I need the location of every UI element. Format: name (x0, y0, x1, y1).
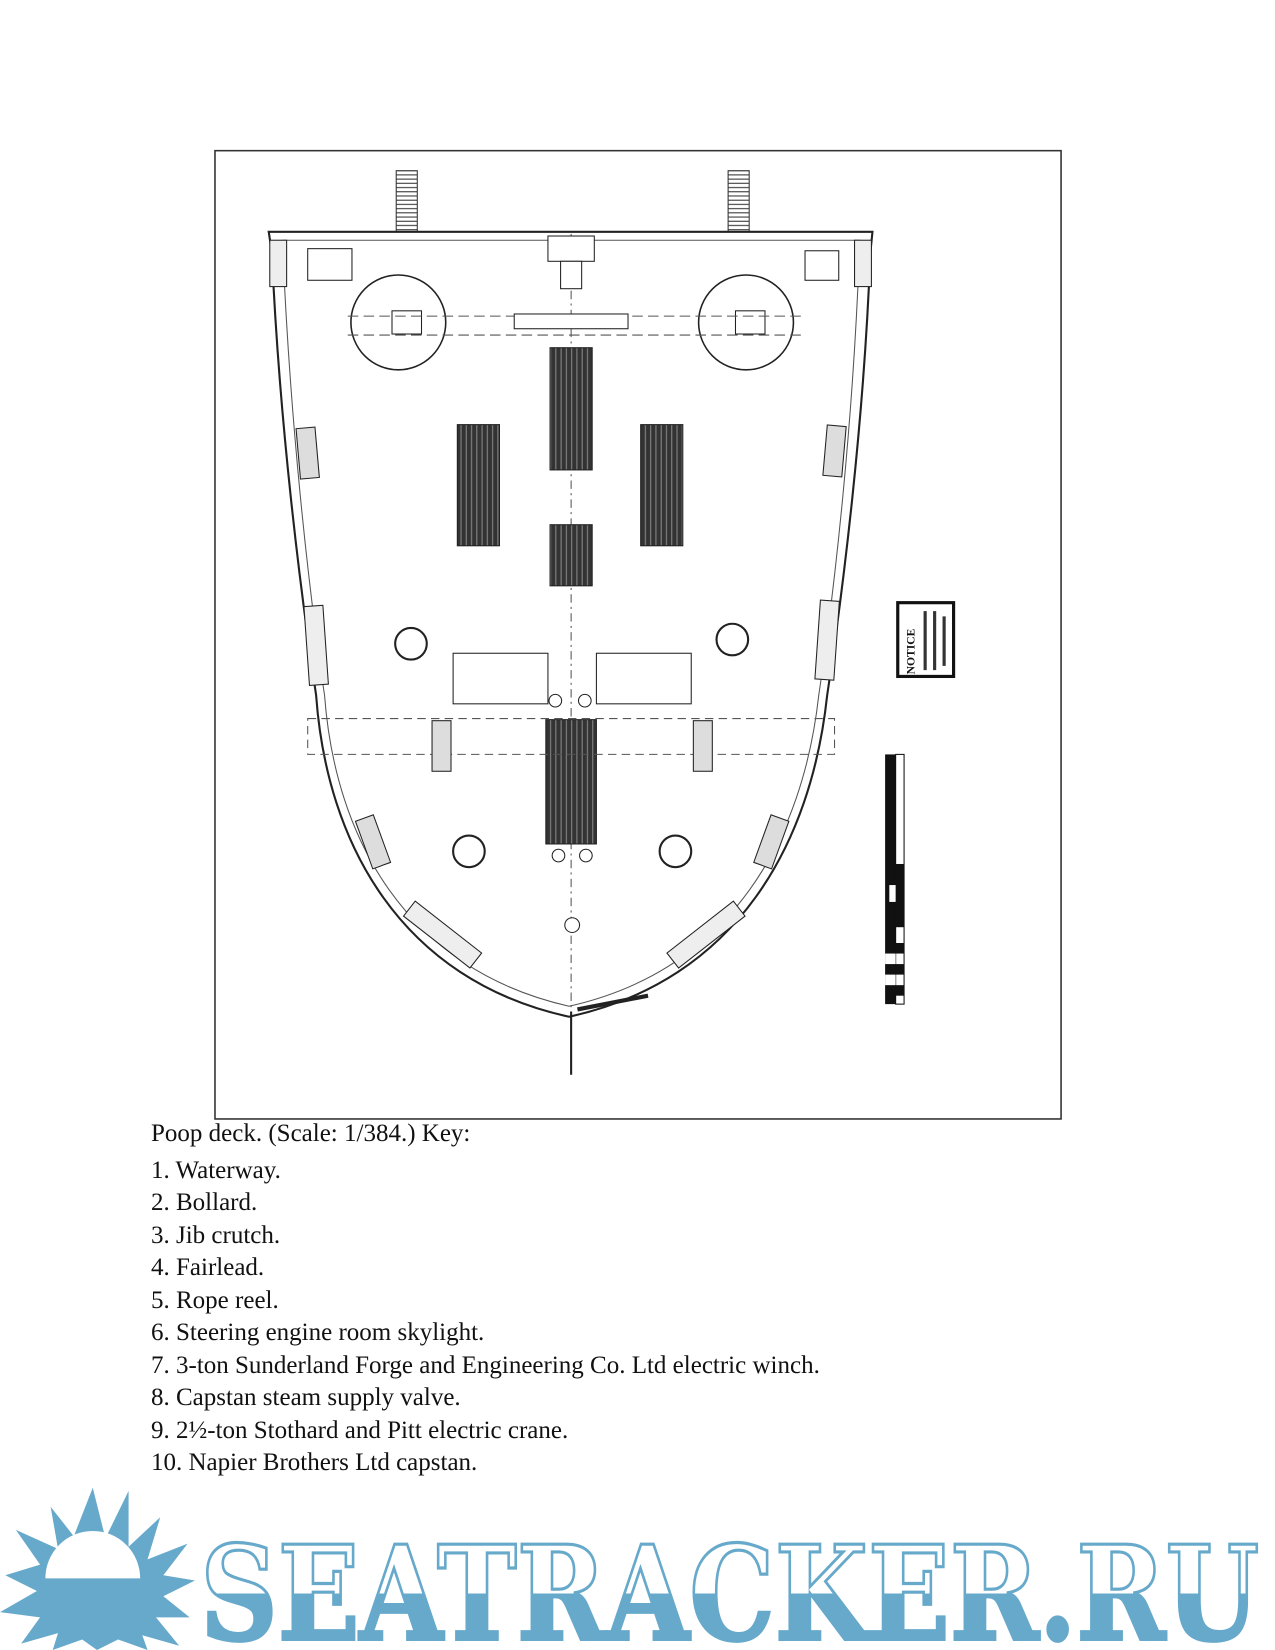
hatch (550, 525, 592, 586)
scale-bar (885, 754, 904, 1004)
figure-caption: Poop deck. (Scale: 1/384.) Key: (151, 1120, 471, 1147)
fairlead (270, 240, 287, 286)
key-item: 4. Fairlead. (151, 1254, 265, 1281)
key-item: 7. 3-ton Sunderland Forge and Engineering Co. Ltd electric winch. (151, 1351, 820, 1379)
fairlead-centre (565, 918, 580, 933)
hatch (641, 425, 683, 546)
bollard (693, 721, 712, 772)
crane-starboard (699, 275, 794, 370)
key-list (151, 1155, 820, 1480)
winch-drum (561, 261, 582, 288)
ladder-right (728, 171, 749, 232)
ladder-left (396, 171, 417, 232)
hatch (457, 425, 499, 546)
seatracker-logo (0, 1488, 1259, 1650)
key-item: 2. Bollard. (151, 1189, 258, 1216)
key-item: 5. Rope reel. (151, 1286, 279, 1314)
bollard (296, 427, 319, 479)
crane-port (351, 275, 446, 370)
capstan (453, 836, 485, 868)
watermark-text: SEATRACKER.RU (200, 1516, 1260, 1650)
rope-reel-starboard (805, 251, 839, 281)
key-item: 6. Steering engine room skylight. (151, 1319, 485, 1346)
fairlead (855, 240, 872, 286)
skylight-port (453, 653, 548, 704)
electric-winch (548, 236, 594, 261)
bollard (823, 425, 846, 477)
key-item: 3. Jib crutch. (151, 1221, 281, 1249)
hatch (550, 348, 592, 470)
key-item: 10. Napier Brothers Ltd capstan. (151, 1449, 478, 1476)
hatch (546, 720, 597, 844)
skylight-starboard (596, 653, 691, 704)
key-item: 8. Capstan steam supply valve. (151, 1384, 461, 1411)
notice-sign (898, 603, 954, 677)
capstan (660, 836, 692, 868)
jib-crutch (514, 314, 628, 329)
key-item: 1. Waterway. (151, 1156, 281, 1184)
notice-heading: NOTICE (904, 628, 918, 675)
key-item: 9. 2½-ton Stothard and Pitt electric crane. (151, 1416, 569, 1444)
rope-reel-port (308, 249, 352, 281)
figure-caption-block (151, 1118, 820, 1480)
bollard (432, 721, 451, 772)
capstan (717, 624, 749, 656)
capstan (395, 628, 427, 660)
